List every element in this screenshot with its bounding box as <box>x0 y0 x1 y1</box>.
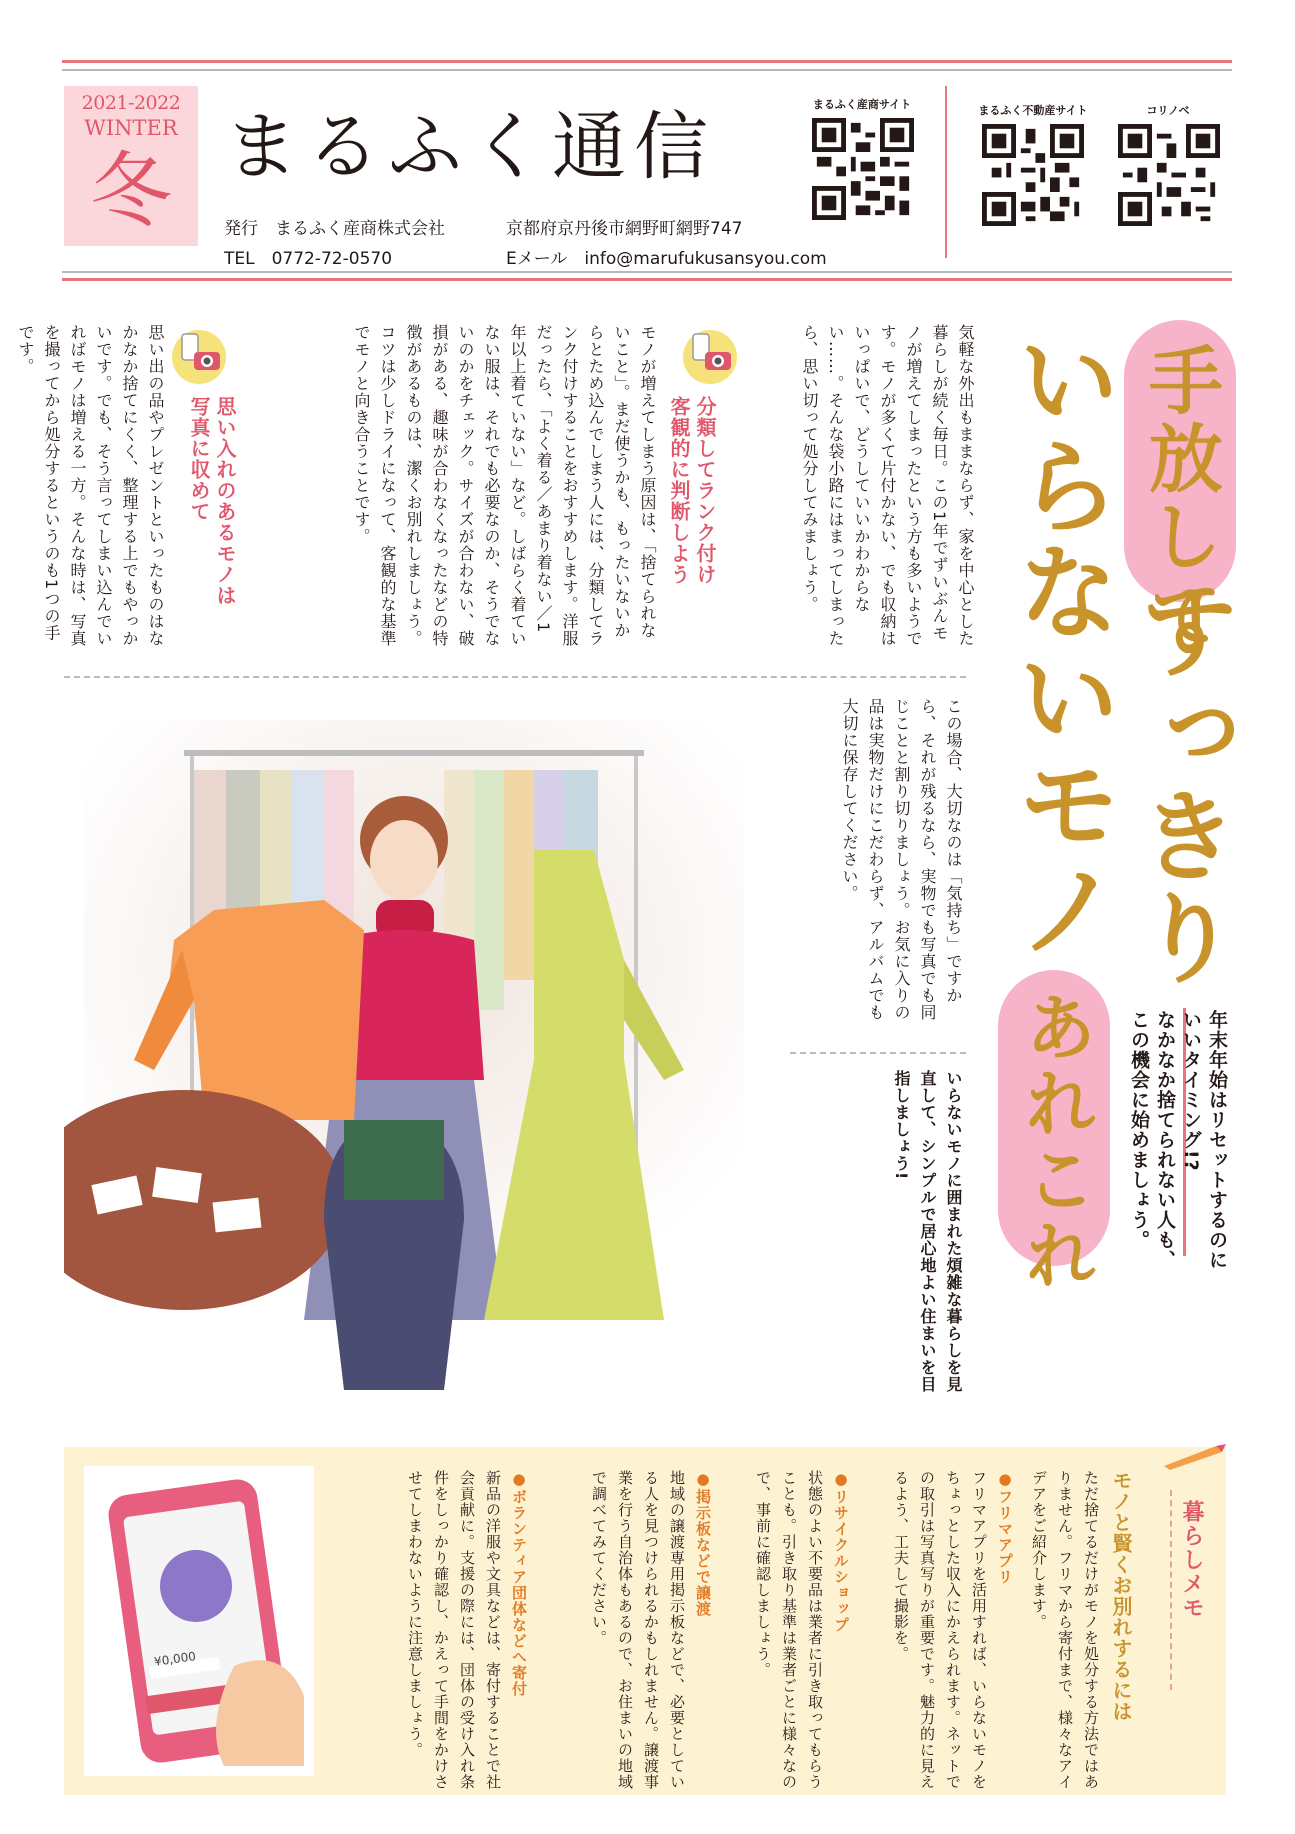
section1-heading-line1: 分類してランク付け <box>693 396 717 585</box>
season-year: 2021-2022 <box>81 92 181 114</box>
memo-item-recycle-text: 状態のよい不要品は業者に引き取ってもらうことも。引き取り基準は業者ごとに様々なので、事前に確認しましょう。 <box>754 1470 824 1790</box>
memo-item-board <box>536 1470 716 1790</box>
header-bottom-rule-thin <box>62 271 1232 273</box>
lead-line-1: 年末年始はリセットするのに <box>1206 1010 1228 1270</box>
lead-text <box>1126 1010 1230 1270</box>
section2-heading-line1: 思い入れのあるモノは <box>213 396 237 606</box>
intro-text: 気軽な外出もままならず、家を中心とした暮らしが続く毎日。この1年でずいぶんモノが増えてしまったという方も多いようです。モノが多くて片付かない、でも収納はいっぱいで、どうしていいかわからない……。そんな袋小路にはまってしまったら、思い切って処分してみましょう。 <box>800 324 975 647</box>
qr-label-korinobe: コリノベ <box>1146 104 1190 117</box>
camera-icon <box>172 330 226 384</box>
memo-intro: ただ捨てるだけがモノを処分する方法ではありません。フリマから寄付まで、様々なアイデアをご紹介します。 <box>1030 1470 1100 1790</box>
memo-tag: 暮らしメモ <box>1179 1500 1204 1620</box>
memo-item-donate-label: ●ボランティア団体などへ寄付 <box>510 1470 528 1697</box>
section1-text: モノが増えてしまう原因は、「捨てられないこと」。まだ使うかも、もったいないからとため込んでしまう人には、分類してランク付けすることをおすすめします。洋服だったら、「よく着る／あまり着ない／1年以上着ていない」など。しばらく着ていない服は、それでも必要なのか、そうでないのかをチェック。サイズが合わない、破損がある、趣味が合わなくなったなどの特徴があるものは、潔くお別れしましょう。コツは少しドライになって、客観的な基準でモノと向き合うことです。 <box>352 324 657 647</box>
qr-icon <box>1118 124 1220 226</box>
title-gold-1: すっきり <box>1122 580 1239 988</box>
pencil-icon <box>1160 1444 1230 1470</box>
lead-line-4: この機会に始めましょう。 <box>1128 1010 1150 1250</box>
phone-illustration <box>84 1466 314 1776</box>
column-divider-small <box>790 1052 966 1054</box>
memo-item-recycle <box>720 1470 854 1790</box>
header-divider <box>945 86 947 258</box>
closet-illustration-art <box>64 700 772 1420</box>
camera-icon <box>683 330 737 384</box>
qr-icon <box>982 124 1084 226</box>
memo-item-board-label: ●掲示板などで譲渡 <box>694 1470 712 1617</box>
section2-heading-line2: 写真に収めて <box>187 396 211 522</box>
column-divider <box>64 676 966 678</box>
memo-item-board-text: 地域の譲渡専用掲示板などで、必要としている人を見つけられるかもしれません。譲渡事業を行う自治体もあるので、お住まいの地域で調べてみてください。 <box>590 1470 686 1790</box>
section2-heading <box>186 396 238 636</box>
top-rule <box>62 60 1232 63</box>
title-gold-2: いらないモノ <box>999 326 1121 962</box>
title-pink-1: 手放して <box>1137 342 1223 654</box>
memo-item-flea-label: ●フリマアプリ <box>996 1470 1014 1585</box>
memo-tag-line <box>1170 1490 1174 1690</box>
publisher: 発行 まるふく産商株式会社 <box>224 219 445 239</box>
phone-price: ¥0,000 <box>153 1649 197 1669</box>
qr-label-realestate: まるふく不動産サイト <box>978 104 1088 117</box>
section2-text-b: この場合、大切なのは「気持ち」ですから、それが残るなら、実物でも写真でも同じことと割り切りましょう。お気に入りの品は実物だけにこだわらず、アルバムでも大切に保存してください。 <box>840 698 963 1021</box>
qr-code-company[interactable] <box>812 118 914 220</box>
newsletter-title: まるふく通信 <box>224 104 716 190</box>
phone-illustration-art <box>84 1466 314 1776</box>
qr-code-realestate[interactable] <box>982 124 1084 226</box>
camera-phone-icon <box>172 330 226 384</box>
memo-item-flea-text: フリマアプリを活用すれば、いらないモノをちょっとした収入にかえられます。ネットでの取引は写真写りが重要です。魅力的に見えるよう、工夫して撮影を。 <box>892 1470 988 1790</box>
email: Eメール info@marufukusansyou.com <box>506 249 827 269</box>
section1-heading-line2: 客観的に判断しよう <box>667 396 691 585</box>
season-name: WINTER <box>84 116 178 140</box>
section1-heading <box>666 396 718 636</box>
closing-text: いらないモノに囲まれた煩雑な暮らしを見直して、シンプルで居心地よい住まいを目指しましょう! <box>892 1070 963 1393</box>
season-badge <box>64 86 198 246</box>
title-pink-2: あれこれ <box>1013 990 1097 1294</box>
top-rule-thin <box>62 69 1232 71</box>
lead-line-3: なかなか捨てられない人も、 <box>1154 1010 1176 1270</box>
header-bottom-rule <box>62 278 1232 281</box>
qr-label-company: まるふく産商サイト <box>812 98 912 111</box>
memo-item-donate-text: 新品の洋服や文具などは、寄付することで社会貢献に。支援の際には、団体の受け入れ条件をしっかり確認し、かえって手間をかけさせてしまわないように注意しましょう。 <box>406 1470 502 1790</box>
season-kanji: 冬 <box>89 144 172 239</box>
qr-code-korinobe[interactable] <box>1118 124 1220 226</box>
memo-heading: モノと賢くお別れするには <box>1109 1470 1133 1722</box>
camera-phone-icon <box>683 330 737 384</box>
pencil-icon-art <box>1160 1444 1230 1470</box>
memo-item-donate <box>348 1470 532 1790</box>
closet-illustration <box>64 700 772 1420</box>
lead-line-2: いいタイミング!? <box>1180 1010 1202 1172</box>
section2-text-a: 思い出の品やプレゼントといったものはなかなか捨てにくく、整理する上でもやっかいです。でも、そう言ってしまい込んでいればモノは増える一方。そんな時は、写真を撮ってから処分するというのも1つの手です。 <box>16 324 165 647</box>
memo-item-flea <box>858 1470 1018 1790</box>
qr-icon <box>812 118 914 220</box>
memo-item-recycle-label: ●リサイクルショップ <box>832 1470 850 1633</box>
address: 京都府京丹後市網野町網野747 <box>506 219 743 239</box>
phone: TEL 0772-72-0570 <box>224 249 393 269</box>
